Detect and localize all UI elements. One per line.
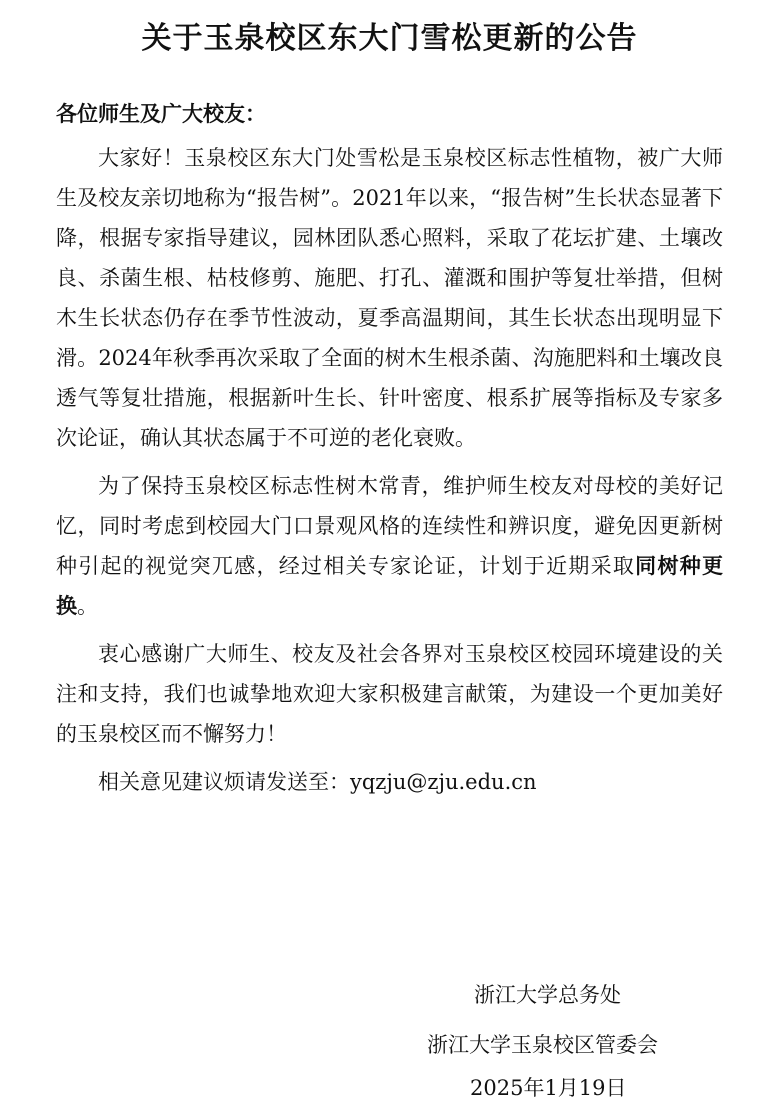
body-paragraph-1: 大家好！玉泉校区东大门处雪松是玉泉校区标志性植物，被广大师生及校友亲切地称为“报告树”。2021年以来，“报告树”生长状态显著下降，根据专家指导建议，园林团队悉心照料，采取了花坛扩建、土壤改良、杀菌生根、枯枝修剪、施肥、打孔、灌溉和围护等复壮举措，但树木生长状态仍存在季节性波动，夏季高温期间，其生长状态出现明显下滑。2024年秋季再次采取了全面的树木生根杀菌、沟施肥料和土壤改良透气等复壮措施，根据新叶生长、针叶密度、根系扩展等指标及专家多次论证，确认其状态属于不可逆的老化衰败。 xyxy=(56,146,723,450)
page-title: 关于玉泉校区东大门雪松更新的公告 xyxy=(141,21,638,56)
body-paragraph-2-text: 为了保持玉泉校区标志性树木常青，维护师生校友对母校的美好记忆，同时考虑到校园大门口景观风格的连续性和辨识度，避免因更新树种引起的视觉突兀感，经过相关专家论证，计划于近期采取 xyxy=(56,474,723,578)
emphasis-text: 同树种更换 xyxy=(56,554,723,618)
contact-line: 相关意见建议烦请发送至：yqzju@zju.edu.cn xyxy=(98,770,537,794)
signature-org-1: 浙江大学总务处 xyxy=(474,983,621,1007)
body-paragraph-3: 衷心感谢广大师生、校友及社会各界对玉泉校区校园环境建设的关注和支持，我们也诚挚地欢迎大家积极建言献策，为建设一个更加美好的玉泉校区而不懈努力！ xyxy=(56,642,723,746)
body-paragraph-2 xyxy=(56,466,723,626)
signature-date: 2025年1月19日 xyxy=(470,1076,627,1100)
salutation: 各位师生及广大校友： xyxy=(56,102,266,126)
signature-org-2: 浙江大学玉泉校区管委会 xyxy=(427,1033,658,1057)
emphasis-tail: 。 xyxy=(77,594,98,618)
